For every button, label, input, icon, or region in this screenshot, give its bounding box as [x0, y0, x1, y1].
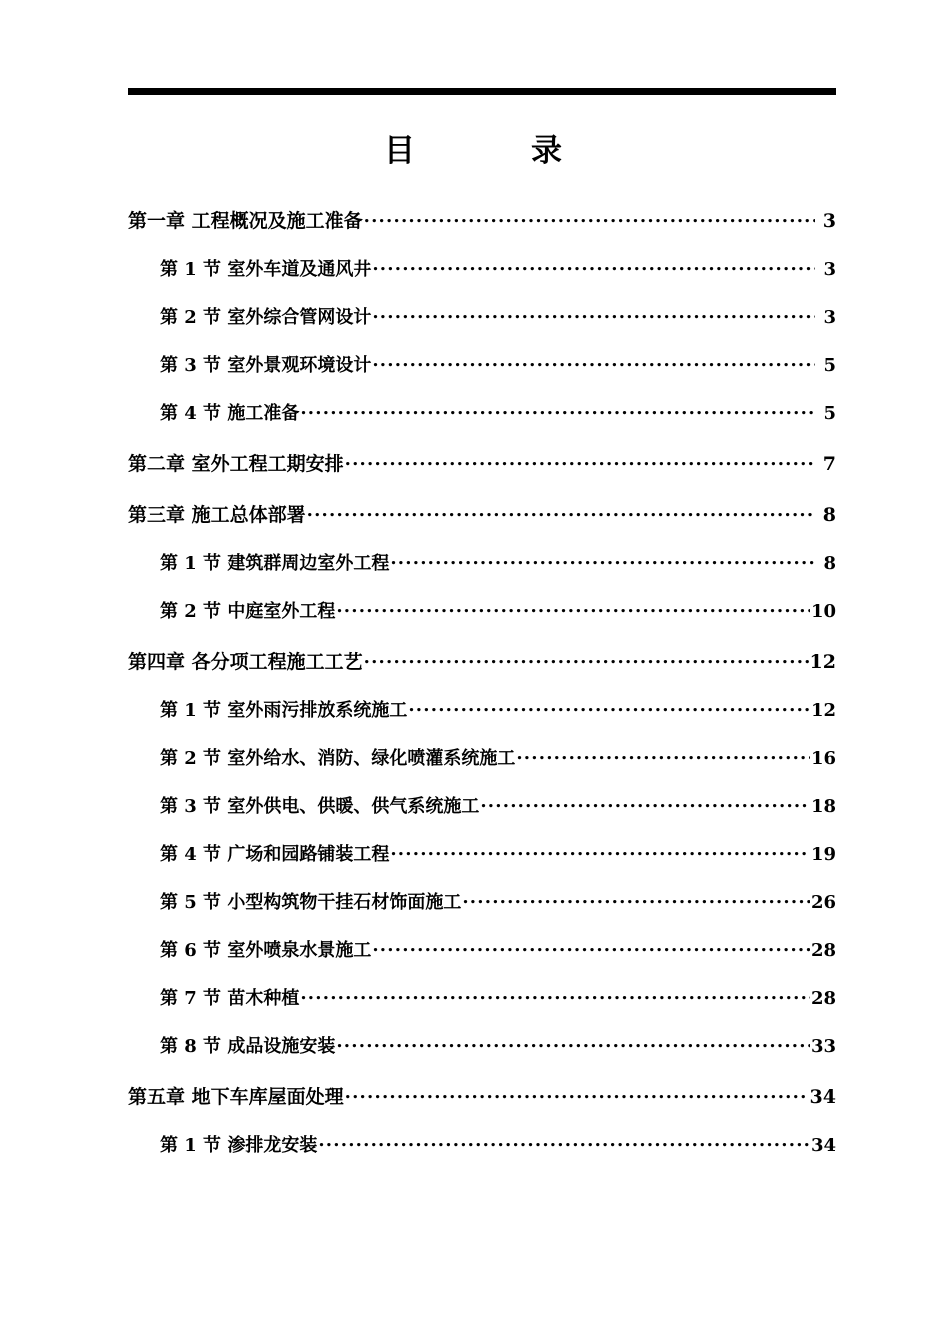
- toc-entry-page-number: 10: [810, 601, 836, 622]
- toc-entry[interactable]: [128, 888, 836, 914]
- toc-entry-page-number: 7: [822, 453, 836, 475]
- toc-entry-page-number: 18: [810, 796, 836, 817]
- toc-entry-page-number: 8: [822, 504, 836, 526]
- toc-leader-dots: [390, 551, 815, 569]
- toc-leader-dots: [372, 353, 815, 371]
- toc-entry-page-number: 12: [809, 651, 836, 673]
- toc-entry-page-number: 33: [810, 1036, 836, 1057]
- toc-leader-dots: [345, 451, 815, 470]
- toc-entry-label: 第 1 节 室外雨污排放系统施工: [160, 700, 408, 721]
- toc-entry[interactable]: [128, 696, 836, 722]
- toc-entry[interactable]: [128, 399, 836, 425]
- toc-entry-page-number: 5: [823, 355, 836, 376]
- toc-entry-label: 第三章 施工总体部署: [128, 504, 306, 526]
- toc-entry-label: 第 2 节 室外综合管网设计: [160, 307, 372, 328]
- toc-entry[interactable]: [128, 351, 836, 377]
- page-title: 目 录: [384, 133, 580, 169]
- toc-entry[interactable]: [128, 255, 836, 281]
- toc-entry[interactable]: [128, 549, 836, 575]
- header-rule: [128, 88, 836, 95]
- toc-entry[interactable]: [128, 647, 836, 674]
- toc-entry[interactable]: [128, 840, 836, 866]
- toc-entry-page-number: 28: [810, 988, 836, 1009]
- toc-entry-label: 第 6 节 室外喷泉水景施工: [160, 940, 372, 961]
- toc-entry-page-number: 3: [823, 307, 836, 328]
- toc-entry[interactable]: [128, 1082, 836, 1109]
- toc-leader-dots: [300, 986, 810, 1004]
- toc-leader-dots: [480, 794, 810, 812]
- toc-entry-label: 第二章 室外工程工期安排: [128, 453, 344, 475]
- toc-entry-label: 第 1 节 室外车道及通风井: [160, 259, 372, 280]
- toc-leader-dots: [372, 938, 810, 956]
- toc-entry-label: 第 4 节 施工准备: [160, 403, 300, 424]
- toc-entry[interactable]: [128, 744, 836, 770]
- toc-entry-page-number: 34: [810, 1135, 836, 1156]
- toc-entry[interactable]: [128, 303, 836, 329]
- toc-entry[interactable]: [128, 792, 836, 818]
- toc-entry-label: 第五章 地下车库屋面处理: [128, 1086, 344, 1108]
- toc-entry[interactable]: [128, 1032, 836, 1058]
- toc-entry-label: 第 1 节 建筑群周边室外工程: [160, 553, 390, 574]
- toc-entry-page-number: 5: [823, 403, 836, 424]
- toc-entry-page-number: 28: [810, 940, 836, 961]
- toc-leader-dots: [336, 599, 810, 617]
- toc-entry-page-number: 12: [810, 700, 836, 721]
- toc-leader-dots: [307, 502, 815, 521]
- toc-entry-page-number: 26: [810, 892, 836, 913]
- toc-entry-label: 第 5 节 小型构筑物干挂石材饰面施工: [160, 892, 462, 913]
- toc-entry-page-number: 3: [823, 259, 836, 280]
- toc-entry[interactable]: [128, 206, 836, 233]
- toc-entry-label: 第 2 节 室外给水、消防、绿化喷灌系统施工: [160, 748, 516, 769]
- toc-entry[interactable]: [128, 597, 836, 623]
- toc-entry-label: 第 1 节 渗排龙安装: [160, 1135, 318, 1156]
- toc-leader-dots: [318, 1133, 810, 1151]
- toc-entry-label: 第 2 节 中庭室外工程: [160, 601, 336, 622]
- toc-entry[interactable]: [128, 449, 836, 476]
- page-content: [128, 0, 836, 1157]
- table-of-contents: [128, 206, 836, 1157]
- toc-entry-label: 第 3 节 室外景观环境设计: [160, 355, 372, 376]
- toc-entry-label: 第 4 节 广场和园路铺装工程: [160, 844, 390, 865]
- toc-entry[interactable]: [128, 984, 836, 1010]
- toc-leader-dots: [345, 1084, 809, 1103]
- toc-leader-dots: [336, 1034, 810, 1052]
- toc-entry-label: 第 8 节 成品设施安装: [160, 1036, 336, 1057]
- toc-entry-page-number: 16: [810, 748, 836, 769]
- toc-leader-dots: [390, 842, 810, 860]
- toc-leader-dots: [372, 305, 815, 323]
- toc-leader-dots: [516, 746, 810, 764]
- toc-entry-label: 第四章 各分项工程施工工艺: [128, 651, 363, 673]
- toc-entry[interactable]: [128, 500, 836, 527]
- toc-entry-page-number: 34: [809, 1086, 836, 1108]
- toc-entry-label: 第一章 工程概况及施工准备: [128, 210, 363, 232]
- toc-leader-dots: [462, 890, 810, 908]
- toc-leader-dots: [300, 401, 815, 419]
- toc-entry-label: 第 7 节 苗木种植: [160, 988, 300, 1009]
- toc-entry[interactable]: [128, 1131, 836, 1157]
- toc-leader-dots: [364, 208, 815, 227]
- toc-entry-page-number: 8: [823, 553, 836, 574]
- toc-leader-dots: [372, 257, 815, 275]
- toc-entry-page-number: 19: [810, 844, 836, 865]
- toc-entry-page-number: 3: [822, 210, 836, 232]
- toc-entry[interactable]: [128, 936, 836, 962]
- toc-leader-dots: [408, 698, 810, 716]
- toc-leader-dots: [364, 649, 809, 668]
- toc-entry-label: 第 3 节 室外供电、供暖、供气系统施工: [160, 796, 480, 817]
